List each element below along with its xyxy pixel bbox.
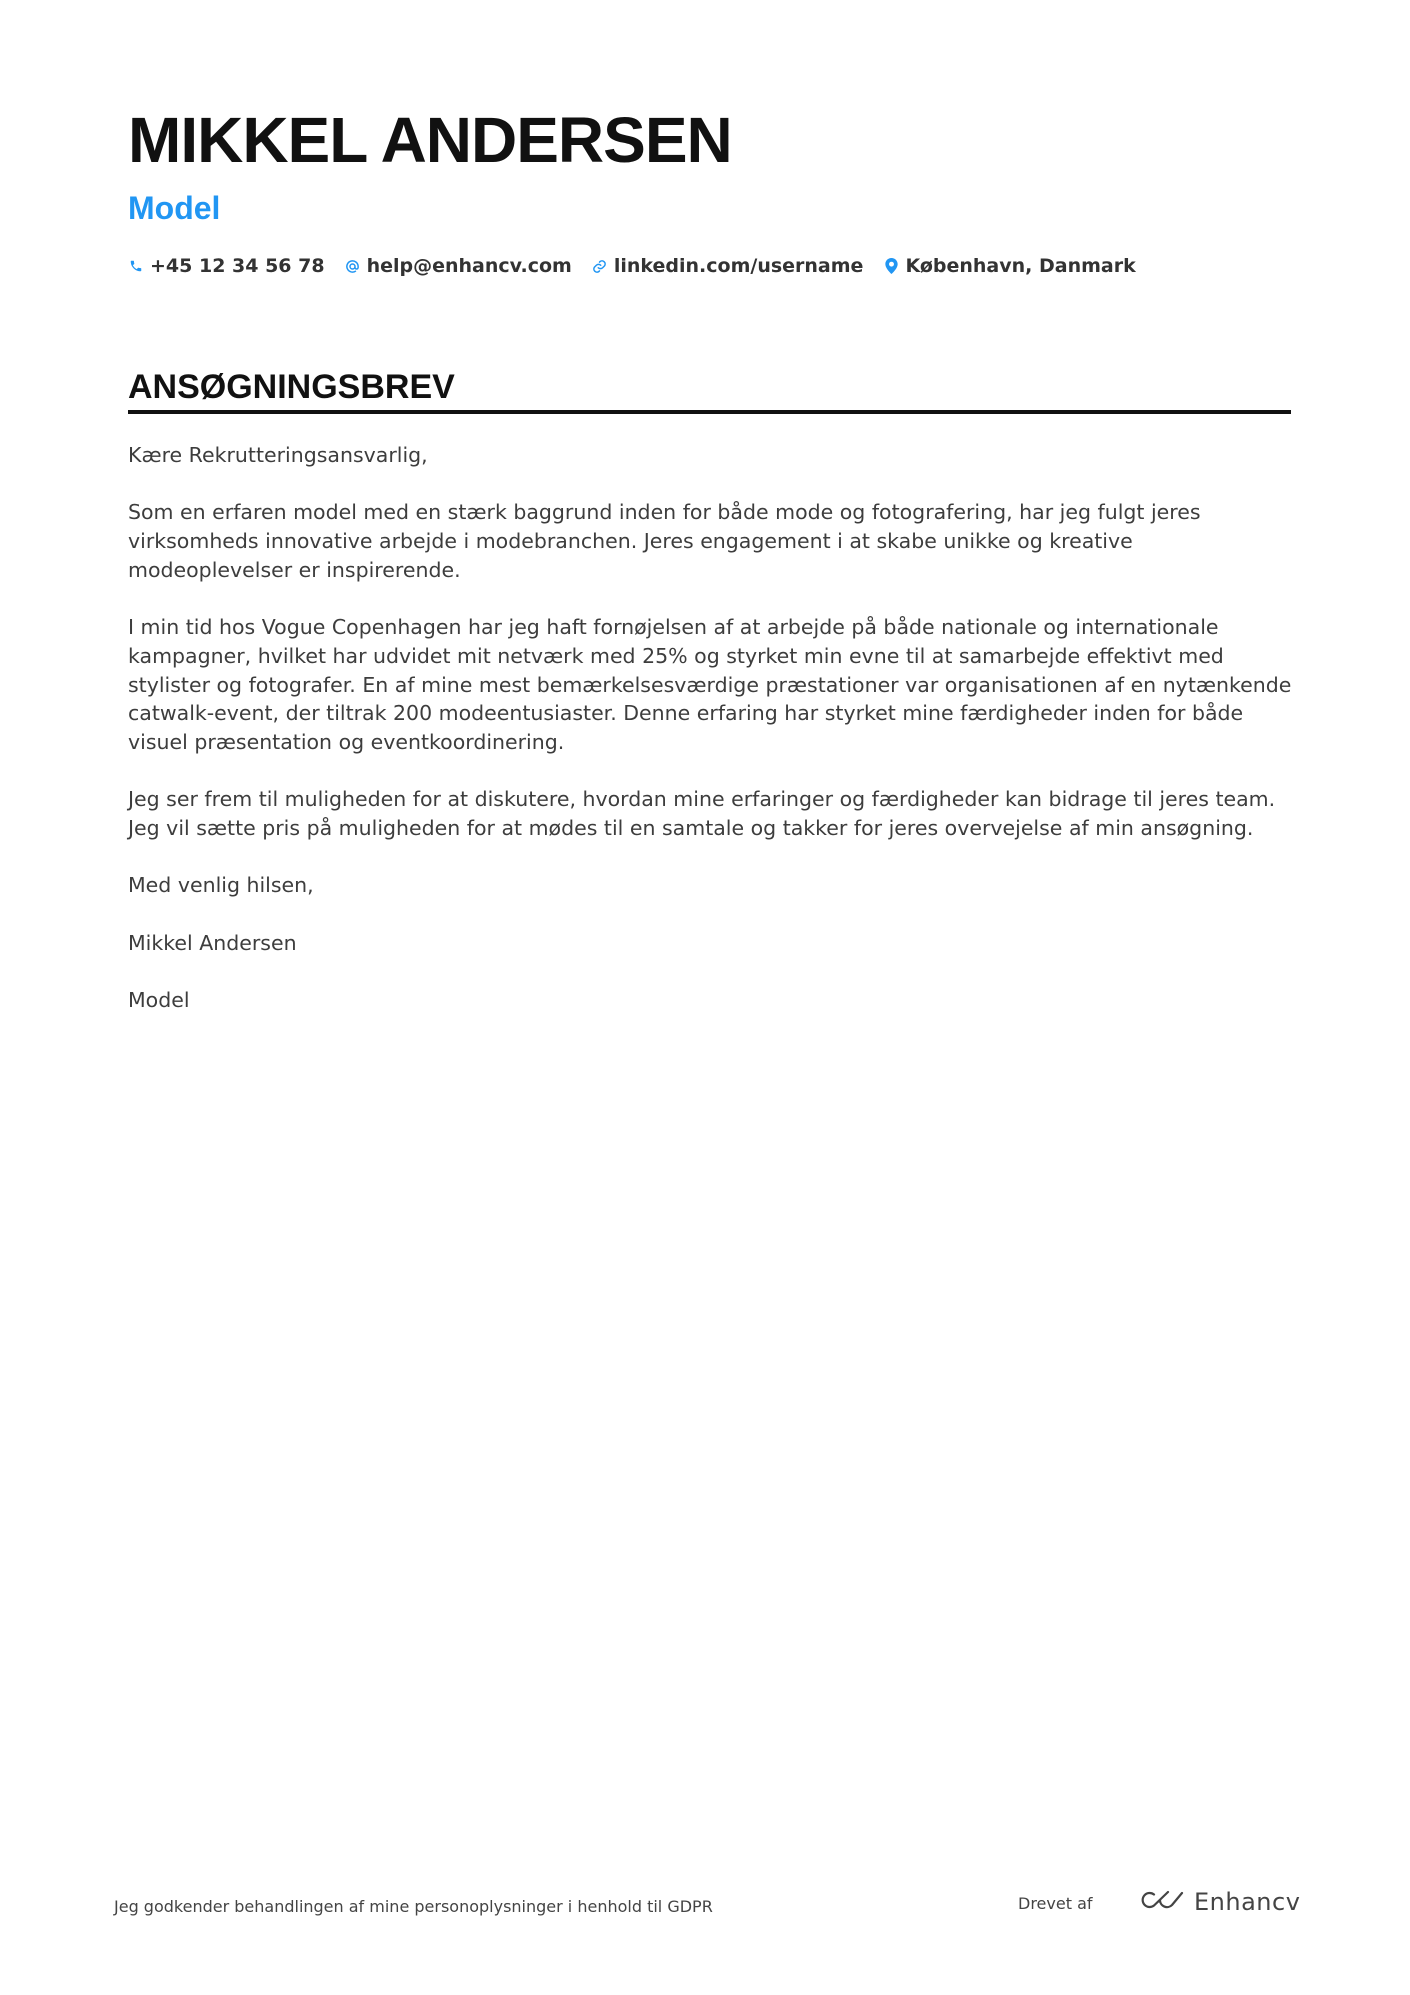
contact-location-text: København, Danmark [905,255,1136,277]
applicant-name: MIKKEL ANDERSEN [128,104,732,176]
letter-body [128,441,1298,1044]
contact-email-text[interactable]: help@enhancv.com [366,255,572,277]
letter-closing: Med venlig hilsen, [128,873,314,898]
letter-paragraph: Jeg ser frem til muligheden for at diskutere, hvordan mine erfaringer og færdigheder kan bidrage til jeres team. Jeg vil sætte pris på muligheden for at mødes til en samtale og takker for jeres overvejelse af min ansøgning. [128,787,1276,841]
letter-salutation: Kære Rekrutteringsansvarlig, [128,443,428,467]
location-pin-icon [883,258,899,274]
link-icon [592,258,608,274]
enhancv-logo-icon [1138,1888,1184,1916]
enhancv-brand-text: Enhancv [1194,1888,1301,1916]
letter-paragraph: Som en erfaren model med en stærk baggrund inden for både mode og fotografering, har jeg fulgt jeres virksomheds innovative arbejde i modebranchen. Jeres engagement i at skabe unikke og kreative modeoplevelser er inspirerende. [128,500,1201,582]
powered-by-label: Drevet af [1018,1894,1093,1913]
contact-bar [128,255,1156,277]
gdpr-consent-text: Jeg godkender behandlingen af mine personoplysninger i henhold til GDPR [114,1897,713,1916]
signature-name: Mikkel Andersen [128,930,297,955]
contact-phone [128,255,325,277]
signature-title: Model [128,988,190,1013]
contact-linkedin[interactable] [592,255,864,277]
section-divider [128,410,1291,414]
enhancv-logo[interactable] [1138,1888,1300,1916]
contact-phone-text: +45 12 34 56 78 [150,255,325,277]
applicant-title: Model [128,190,221,226]
section-heading: ANSØGNINGSBREV [128,368,455,406]
letter-paragraph: I min tid hos Vogue Copenhagen har jeg haft fornøjelsen af at arbejde på både nationale og internationale kampagner, hvilket har udvidet mit netværk med 25% og styrket min evne til at samarbejde effektivt med stylister og fotografer. En af mine mest bemærkelsesværdige præstationer var organisationen af en nytænkende catwalk-event, der tiltrak 200 modeentusiaster. Denne erfaring har styrket mine færdigheder inden for både visuel præsentation og eventkoordinering. [128,615,1292,754]
contact-location [883,255,1135,277]
contact-email[interactable] [345,255,572,277]
contact-linkedin-text[interactable]: linkedin.com/username [613,255,864,277]
at-icon [345,258,361,274]
phone-icon [128,258,144,274]
